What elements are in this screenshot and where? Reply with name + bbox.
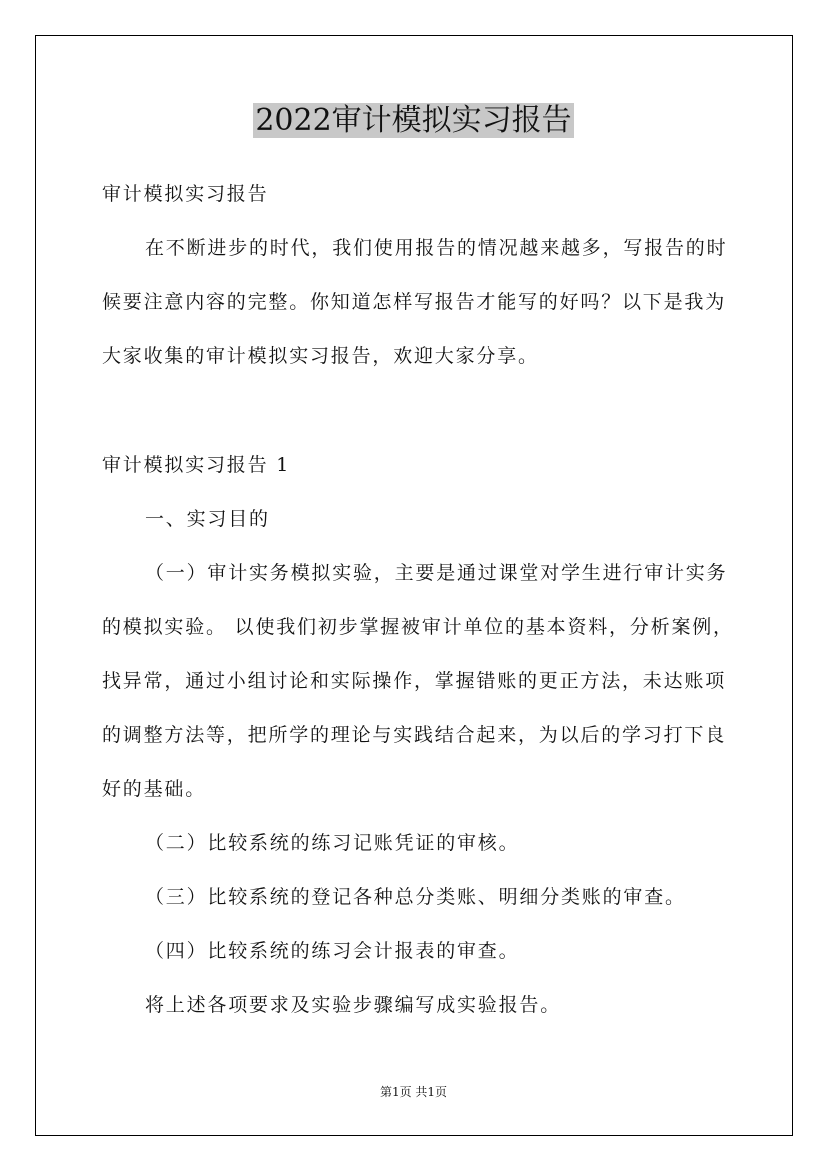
closing-line: 将上述各项要求及实验步骤编写成实验报告。 xyxy=(145,994,562,1016)
intro-line-3: 大家收集的审计模拟实习报告，欢迎大家分享。 xyxy=(102,345,539,367)
section-heading: 审计模拟实习报告 1 xyxy=(102,454,291,476)
item4-line: （四）比较系统的练习会计报表的审查。 xyxy=(145,940,520,962)
item1-line-5: 好的基础。 xyxy=(102,778,207,800)
document-subtitle: 审计模拟实习报告 xyxy=(102,183,269,205)
item3-line: （三）比较系统的登记各种总分类账、明细分类账的审查。 xyxy=(145,886,686,908)
item1-line-4: 的调整方法等，把所学的理论与实践结合起来，为以后的学习打下良 xyxy=(102,724,727,746)
intro-line-2: 候要注意内容的完整。你知道怎样写报告才能写的好吗？以下是我为 xyxy=(102,291,727,313)
item1-line-2: 的模拟实验。 以使我们初步掌握被审计单位的基本资料，分析案例， xyxy=(102,616,734,638)
item2-line: （二）比较系统的练习记账凭证的审核。 xyxy=(145,832,520,854)
intro-line-1: 在不断进步的时代，我们使用报告的情况越来越多，写报告的时 xyxy=(145,237,728,259)
document-title xyxy=(0,100,827,142)
page-footer: 第1页 共1页 xyxy=(379,1085,448,1099)
part-heading: 一、实习目的 xyxy=(145,508,270,530)
item1-line-1: （一）审计实务模拟实验，主要是通过课堂对学生进行审计实务 xyxy=(145,562,728,584)
document-title-text: 2022审计模拟实习报告 xyxy=(255,103,572,138)
item1-line-3: 找异常，通过小组讨论和实际操作，掌握错账的更正方法，未达账项 xyxy=(102,670,727,692)
